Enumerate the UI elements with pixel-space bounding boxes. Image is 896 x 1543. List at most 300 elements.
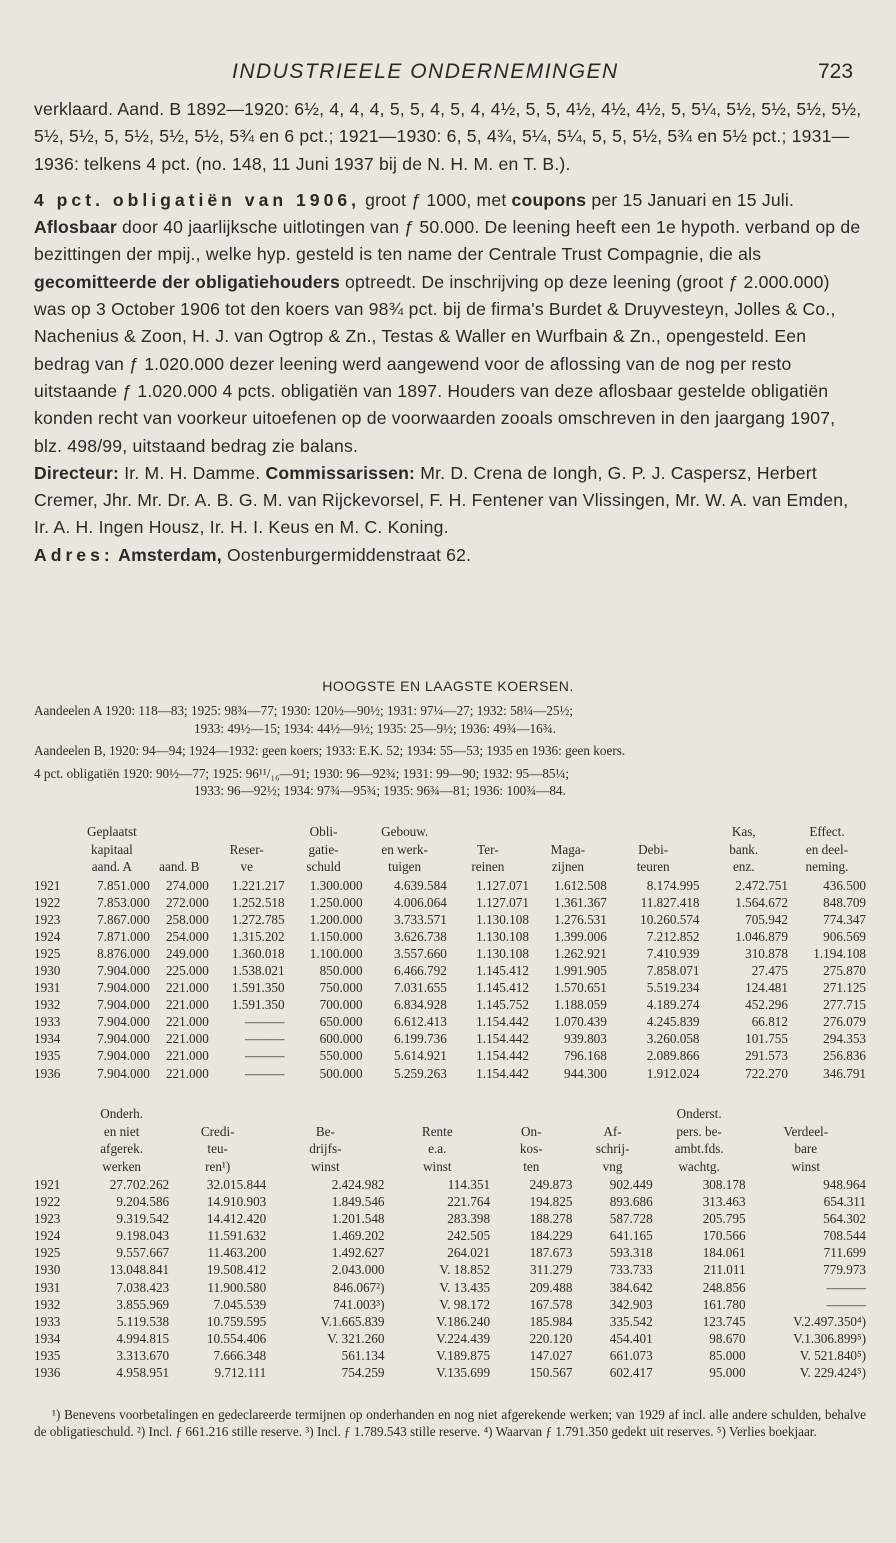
table-row: [34, 1364, 866, 1381]
value-cell: V.1.306.899⁵): [793, 1330, 866, 1346]
value-cell: 1.250.000: [309, 894, 363, 910]
column-header: [34, 1159, 74, 1177]
body-text: [34, 96, 866, 569]
column-header: teuren: [636, 859, 670, 874]
column-header: Be-: [315, 1123, 335, 1139]
table-row: [34, 911, 866, 928]
value-cell: 550.000: [319, 1048, 363, 1064]
value-cell: 5.259.263: [394, 1065, 447, 1081]
value-cell: 661.073: [609, 1347, 653, 1363]
column-header: Rente: [421, 1123, 453, 1139]
value-cell: 221.000: [165, 997, 209, 1013]
koersen-block: [34, 702, 870, 800]
value-cell: 1.591.350: [231, 980, 285, 996]
value-cell: 311.279: [530, 1262, 573, 1278]
table-row: [34, 1330, 866, 1347]
value-cell: 276.079: [823, 1014, 866, 1030]
column-header: [385, 1106, 491, 1124]
value-cell: 98.670: [709, 1330, 746, 1346]
value-cell: 4.006.064: [394, 894, 447, 910]
value-cell: 906.569: [823, 928, 866, 944]
table-row: [34, 1193, 866, 1210]
header-row: [34, 842, 866, 860]
value-cell: V. 18.852: [439, 1262, 491, 1278]
value-cell: 147.027: [529, 1347, 573, 1363]
value-cell: 10.260.574: [640, 911, 700, 927]
value-cell: 101.755: [745, 1031, 788, 1047]
table-row: [34, 1244, 866, 1261]
value-cell: 1.469.202: [331, 1228, 385, 1244]
column-header: bank.: [729, 841, 759, 857]
value-cell: 1.315.202: [231, 928, 285, 944]
running-head: [0, 60, 896, 90]
year-cell: 1933: [34, 1313, 61, 1329]
column-header: ambt.fds.: [674, 1141, 724, 1156]
column-header: [34, 824, 74, 842]
table-row: [34, 1210, 866, 1227]
value-cell: 9.204.586: [116, 1194, 170, 1210]
value-cell: 1.127.071: [476, 894, 529, 910]
value-cell: 4.189.274: [646, 997, 700, 1013]
value-cell: 3.733.571: [394, 911, 447, 927]
value-cell: 3.626.738: [394, 928, 447, 944]
balance-table-body: [34, 877, 866, 1082]
column-header: aand. B: [159, 859, 200, 874]
column-header: Obli-: [309, 824, 338, 839]
year-cell: 1923: [34, 1211, 61, 1227]
column-header: kapitaal: [91, 841, 133, 857]
column-header: [529, 824, 607, 842]
value-cell: 9.319.542: [116, 1211, 170, 1227]
value-cell: 1.100.000: [309, 945, 363, 961]
value-cell: 184.061: [702, 1245, 746, 1261]
value-cell: 242.505: [447, 1228, 491, 1244]
value-cell: 161.780: [702, 1296, 746, 1312]
column-header: gatie-: [308, 841, 339, 857]
value-cell: 1.570.651: [554, 980, 607, 996]
table-row: [34, 1261, 866, 1278]
value-cell: 221.764: [447, 1194, 491, 1210]
value-cell: 221.000: [165, 1048, 209, 1064]
value-cell: 221.000: [165, 1014, 209, 1030]
column-header: [34, 1141, 74, 1159]
value-cell: 291.573: [745, 1048, 788, 1064]
column-header: afgerek.: [100, 1141, 144, 1156]
value-cell: 6.834.928: [394, 997, 447, 1013]
value-cell: ———: [826, 1279, 866, 1295]
column-header: reinen: [471, 859, 505, 874]
value-cell: ———: [245, 1065, 285, 1081]
column-header: teu-: [207, 1141, 228, 1156]
value-cell: V. 521.840⁵): [799, 1347, 866, 1363]
value-cell: 123.745: [702, 1313, 746, 1329]
column-header: [266, 1106, 384, 1124]
results-table: [34, 1106, 866, 1381]
table-row: [34, 979, 866, 996]
value-cell: 7.904.000: [97, 997, 150, 1013]
column-header: kos-: [519, 1141, 543, 1156]
table-row: [34, 996, 866, 1013]
value-cell: 600.000: [319, 1031, 363, 1047]
value-cell: 750.000: [319, 980, 363, 996]
column-header: drijfs-: [309, 1141, 342, 1156]
value-cell: 1.130.108: [476, 945, 529, 961]
header-row: [34, 859, 866, 877]
header-row: [34, 1106, 866, 1124]
value-cell: 277.715: [823, 997, 866, 1013]
value-cell: 5.119.538: [116, 1313, 170, 1329]
value-cell: V.224.439: [436, 1330, 491, 1346]
value-cell: 14.412.420: [206, 1211, 267, 1227]
value-cell: 893.686: [609, 1194, 653, 1210]
year-cell: 1930: [34, 1262, 61, 1278]
value-cell: 1.188.059: [554, 997, 607, 1013]
column-header: [746, 1106, 866, 1124]
value-cell: 1.145.412: [476, 962, 529, 978]
column-header: [34, 1106, 74, 1124]
value-cell: 150.567: [529, 1365, 573, 1381]
value-cell: ———: [245, 1048, 285, 1064]
column-header: winst: [423, 1158, 452, 1174]
value-cell: 32.015.844: [206, 1177, 267, 1192]
column-header: [447, 824, 529, 842]
value-cell: V.186.240: [436, 1313, 491, 1329]
year-cell: 1922: [34, 1194, 61, 1210]
column-header: wachtg.: [678, 1158, 720, 1174]
value-cell: 593.318: [609, 1245, 653, 1261]
address-label: Adres:: [34, 544, 114, 565]
table-row: [34, 1347, 866, 1364]
paragraph-address: [34, 542, 866, 569]
table-row: [34, 1176, 866, 1193]
value-cell: 1.991.905: [554, 962, 607, 978]
balance-table-header: [34, 824, 866, 877]
value-cell: 271.125: [823, 980, 866, 996]
value-cell: 1.612.508: [554, 877, 607, 893]
column-header: Reser-: [229, 841, 264, 857]
value-cell: 1.538.021: [231, 962, 285, 978]
value-cell: 754.259: [341, 1365, 385, 1381]
header-row: [34, 1141, 866, 1159]
value-cell: 1.070.439: [554, 1014, 607, 1030]
table-row: [34, 945, 866, 962]
value-cell: 66.812: [751, 1014, 788, 1030]
value-cell: 6.466.792: [394, 962, 447, 978]
table-row: [34, 1047, 866, 1064]
value-cell: 7.410.939: [646, 945, 700, 961]
year-cell: 1921: [34, 1177, 61, 1192]
column-header: [572, 1106, 652, 1124]
value-cell: 220.120: [529, 1330, 573, 1346]
value-cell: 1.154.442: [476, 1014, 529, 1030]
value-cell: 1.221.217: [231, 877, 285, 893]
value-cell: 249.873: [529, 1177, 573, 1192]
value-cell: 7.904.000: [97, 1014, 150, 1030]
column-header: Maga-: [550, 841, 586, 857]
table-row: [34, 1030, 866, 1047]
column-header: Ter-: [477, 841, 499, 857]
value-cell: 850.000: [319, 962, 363, 978]
value-cell: 5.519.234: [646, 980, 700, 996]
value-cell: 8.876.000: [97, 945, 150, 961]
year-cell: 1931: [34, 1279, 61, 1295]
column-header: neming.: [805, 859, 849, 874]
director-label: Directeur:: [34, 462, 120, 483]
value-cell: 1.591.350: [231, 997, 285, 1013]
value-cell: 602.417: [609, 1365, 653, 1381]
table-row: [34, 962, 866, 979]
value-cell: V. 321.260: [327, 1330, 385, 1346]
column-header: ten: [523, 1158, 540, 1174]
value-cell: 9.712.111: [214, 1365, 267, 1381]
value-cell: 711.699: [823, 1245, 866, 1261]
year-cell: 1924: [34, 928, 61, 944]
value-cell: 846.067²): [333, 1279, 385, 1295]
value-cell: 1.272.785: [231, 911, 285, 927]
value-cell: 308.178: [702, 1177, 746, 1192]
column-header: aand. A: [91, 859, 133, 874]
column-header: Credi-: [200, 1123, 235, 1139]
value-cell: 209.488: [529, 1279, 573, 1295]
value-cell: 335.542: [609, 1313, 653, 1329]
value-cell: 313.463: [702, 1194, 746, 1210]
column-header: On-: [520, 1123, 542, 1139]
year-cell: 1925: [34, 945, 61, 961]
koersen-line: Aandeelen B, 1920: 94—94; 1924—1932: geen koers; 1933: E.K. 52; 1934: 55—53; 1935 en 1936: geen koers.: [34, 743, 626, 758]
value-cell: 11.900.580: [207, 1279, 267, 1295]
value-cell: 27.475: [751, 962, 788, 978]
value-cell: 1.200.000: [309, 911, 363, 927]
table-row: [34, 894, 866, 911]
results-table-body: [34, 1176, 866, 1381]
value-cell: 1.150.000: [309, 928, 363, 944]
value-cell: 1.399.006: [554, 928, 607, 944]
column-header: Verdeel-: [783, 1123, 829, 1139]
value-cell: 654.311: [823, 1194, 866, 1210]
value-cell: 1.300.000: [309, 877, 363, 893]
value-cell: 7.853.000: [97, 894, 150, 910]
koersen-line: 1933: 96—92½; 1934: 97¾—95¾; 1935: 96¾—81; 1936: 100¾—84.: [194, 783, 566, 798]
value-cell: 561.134: [341, 1347, 385, 1363]
koersen-line: Aandeelen A 1920: 118—83; 1925: 98¾—77; 1930: 120½—90½; 1931: 97¼—27; 1932: 58¼—25½;: [34, 703, 574, 718]
value-cell: 1.145.412: [476, 980, 529, 996]
commissioners-label: Commissarissen:: [265, 462, 416, 483]
value-cell: 221.000: [165, 1031, 209, 1047]
column-header: en werk-: [381, 841, 428, 857]
value-cell: 9.198.043: [116, 1228, 170, 1244]
value-cell: 3.855.969: [116, 1296, 170, 1312]
value-cell: 221.000: [165, 980, 209, 996]
column-header: Effect.: [809, 824, 845, 839]
value-cell: 194.825: [529, 1194, 573, 1210]
value-cell: 1.194.108: [813, 945, 866, 961]
value-cell: 346.791: [823, 1065, 866, 1081]
value-cell: 7.038.423: [116, 1279, 170, 1295]
column-header: Kas,: [731, 824, 756, 839]
year-cell: 1932: [34, 997, 61, 1013]
value-cell: 1.276.531: [554, 911, 607, 927]
value-cell: 342.903: [609, 1296, 653, 1312]
year-cell: 1924: [34, 1228, 61, 1244]
value-cell: 14.910.903: [206, 1194, 267, 1210]
value-cell: 249.000: [165, 945, 209, 961]
column-header: [34, 1124, 74, 1142]
value-cell: ———: [245, 1031, 285, 1047]
value-cell: ———: [826, 1296, 866, 1312]
column-header: [34, 859, 74, 877]
value-cell: 13.048.841: [109, 1262, 170, 1278]
value-cell: 6.612.413: [394, 1014, 447, 1030]
year-cell: 1930: [34, 962, 61, 978]
column-header: Onderh.: [100, 1106, 144, 1121]
director-name: Ir. M. H. Damme.: [119, 462, 266, 483]
column-header: [150, 824, 209, 842]
value-cell: 283.398: [447, 1211, 491, 1227]
value-cell: 211.011: [703, 1262, 746, 1278]
value-cell: 902.449: [609, 1177, 653, 1192]
year-cell: 1934: [34, 1330, 61, 1346]
year-cell: 1934: [34, 1031, 61, 1047]
value-cell: 7.904.000: [97, 1031, 150, 1047]
value-cell: 2.424.982: [331, 1177, 385, 1192]
column-header: werken: [102, 1158, 142, 1174]
column-header: Debi-: [638, 841, 669, 857]
text-span: optreedt. De inschrijving op deze leening (groot ƒ 2.000.000) was op 3 October 1906 tot den koers van 98¾ pct. bij de firma's Burdet & Druyvesteyn, Jolles & Co., Nachenius & Zoon, H. J. van Ogtrop & Zn., Testas & Waller en Wurfbain & Zn., opengesteld. Een bedrag van ƒ 1.020.000 dezer leening werd aangewend voor de aflossing van de nog per resto uitstaande ƒ 1.020.000 4 pcts. obligatiën van 1897. Houders van deze aflosbaar gestelde obligatiën konden recht van voorkeur uitoefenen op de voorwaarden zooals omschreven in den jaargang 1907, blz. 498/99, uitstaand bedrag zie balans.: [34, 271, 836, 456]
column-header: vng: [602, 1158, 623, 1174]
text-span: per 15 Januari en 15 Juli.: [586, 189, 795, 210]
value-cell: 256.836: [823, 1048, 866, 1064]
value-cell: 1.154.442: [476, 1065, 529, 1081]
year-cell: 1932: [34, 1296, 61, 1312]
table-row: [34, 877, 866, 894]
value-cell: 708.544: [823, 1228, 866, 1244]
column-header: [34, 842, 74, 860]
value-cell: 700.000: [319, 997, 363, 1013]
value-cell: 7.031.655: [394, 980, 447, 996]
column-header: [169, 1106, 266, 1124]
value-cell: 248.856: [702, 1279, 746, 1295]
value-cell: 272.000: [165, 894, 209, 910]
value-cell: 7.904.000: [97, 980, 150, 996]
value-cell: ———: [245, 1014, 285, 1030]
value-cell: 11.591.632: [207, 1228, 267, 1244]
value-cell: 500.000: [319, 1065, 363, 1081]
header-row: [34, 1159, 866, 1177]
value-cell: 221.000: [165, 1065, 209, 1081]
value-cell: 939.803: [563, 1031, 607, 1047]
column-header: bare: [794, 1141, 818, 1156]
value-cell: 10.759.595: [206, 1313, 267, 1329]
paragraph-obligations: [34, 187, 866, 460]
value-cell: 779.973: [823, 1262, 866, 1278]
value-cell: 1.127.071: [476, 877, 529, 893]
value-cell: 124.481: [745, 980, 788, 996]
value-cell: V.189.875: [436, 1347, 491, 1363]
value-cell: 7.904.000: [97, 1048, 150, 1064]
table-row: [34, 928, 866, 945]
value-cell: 454.401: [609, 1330, 653, 1346]
value-cell: 19.508.412: [206, 1262, 267, 1278]
paragraph-dividends: verklaard. Aand. B 1892—1920: 6½, 4, 4, 4, 5, 5, 4, 5, 4, 4½, 5, 5, 4½, 4½, 4½, 5, 5¼, 5½, 5½, 5½, 5½, 5½, 5½, 5, 5½, 5½, 5½, 5¾ en 6 pct.; 1921—1930: 6, 5, 4¾, 5¼, 5¼, 5, 5, 5½, 5¾ en 5½ pct.; 1931—1936: telkens 4 pct. (no. 148, 11 Juni 1937 bij de N. H. M. en T. B.).: [34, 99, 862, 174]
year-cell: 1921: [34, 877, 61, 893]
value-cell: 7.851.000: [97, 877, 150, 893]
value-cell: 188.278: [529, 1211, 573, 1227]
value-cell: 848.709: [823, 894, 866, 910]
column-header: en niet: [103, 1123, 140, 1139]
commissioners-names: Mr. D. Crena de Iongh, G. P. J. Caspersz, Herbert Cremer, Jhr. Mr. Dr. A. B. G. M. van Rijckevorsel, F. H. Fentener van Vlissingen, Mr. W. A. van Emden, Ir. A. H. Ingen Housz, Ir. H. I. Keus en M. C. Koning.: [34, 462, 849, 538]
value-cell: 2.472.751: [735, 877, 788, 893]
column-header: zijnen: [551, 859, 584, 874]
footnote-text: ¹) Benevens voorbetalingen en gedeclareerde termijnen op onderhanden en nog niet afgerekende werken; van 1929 af incl. alle andere schulden, behalve de obligatieschuld. ²) Incl. ƒ 661.216 stille reserve. ³) Incl. ƒ 1.789.543 stille reserve. ⁴) Waarvan ƒ 1.791.350 gedekt uit reserves. ⁵) Verlies boekjaar.: [34, 1407, 866, 1439]
text-span: door 40 jaarlijksche uitlotingen van ƒ 50.000. De leening heeft een 1e hypoth. verband op de bezittingen der mpij., welke hyp. gesteld is ten name der Centrale Trust Compagnie, die als: [34, 217, 861, 265]
value-cell: 11.463.200: [207, 1245, 267, 1261]
column-header: Af-: [603, 1123, 622, 1139]
value-cell: 1.130.108: [476, 928, 529, 944]
column-header: en deel-: [805, 841, 849, 857]
column-header: ren¹): [205, 1158, 231, 1174]
koersen-heading: HOOGSTE EN LAAGSTE KOERSEN.: [322, 678, 574, 694]
value-cell: V. 229.424⁵): [799, 1365, 866, 1381]
year-cell: 1923: [34, 911, 61, 927]
value-cell: 7.045.539: [213, 1296, 267, 1312]
value-cell: 3.260.058: [646, 1031, 700, 1047]
koersen-line: 4 pct. obligatiën 1920: 90½—77; 1925: 96¹¹/₁₆—91; 1930: 96—92¾; 1931: 99—90; 1932: 95—85¼;: [34, 765, 570, 781]
value-cell: 9.557.667: [116, 1245, 170, 1261]
year-cell: 1933: [34, 1014, 61, 1030]
value-cell: 4.639.584: [394, 877, 447, 893]
table-row: [34, 1313, 866, 1330]
column-header: pers. be-: [676, 1123, 722, 1139]
value-cell: 384.642: [609, 1279, 653, 1295]
column-header: Gebouw.: [381, 824, 429, 839]
value-cell: 4.994.815: [116, 1330, 170, 1346]
value-cell: 722.270: [745, 1065, 788, 1081]
value-cell: 7.858.071: [646, 962, 700, 978]
value-cell: 1.130.108: [476, 911, 529, 927]
text-span: groot ƒ 1000, met: [360, 189, 512, 210]
value-cell: 95.000: [709, 1365, 746, 1381]
value-cell: 225.000: [165, 962, 209, 978]
value-cell: 264.021: [447, 1245, 491, 1261]
balance-table: [34, 824, 866, 1082]
value-cell: 1.145.752: [476, 997, 529, 1013]
paragraph-management: [34, 460, 866, 542]
value-cell: 10.554.406: [206, 1330, 267, 1346]
year-cell: 1935: [34, 1347, 61, 1363]
column-header: Onderst.: [676, 1106, 722, 1121]
address-city: Amsterdam,: [113, 544, 222, 565]
year-cell: 1935: [34, 1048, 61, 1064]
value-cell: 1.849.546: [331, 1194, 385, 1210]
value-cell: 948.964: [823, 1177, 866, 1192]
coupons-term: coupons: [511, 189, 587, 210]
value-cell: 85.000: [709, 1347, 746, 1363]
value-cell: 1.252.518: [231, 894, 285, 910]
value-cell: 310.878: [745, 945, 788, 961]
value-cell: 741.003³): [333, 1296, 385, 1312]
year-cell: 1936: [34, 1365, 61, 1381]
table-row: [34, 1227, 866, 1244]
value-cell: 1.262.921: [554, 945, 607, 961]
value-cell: 254.000: [165, 928, 209, 944]
column-header: e.a.: [428, 1141, 447, 1156]
column-header: [607, 824, 700, 842]
value-cell: 5.614.921: [394, 1048, 447, 1064]
value-cell: 944.300: [563, 1065, 607, 1081]
gecomitteerde-term: gecomitteerde der obligatiehouders: [34, 271, 340, 292]
results-table-header: [34, 1106, 866, 1176]
footnotes: [34, 1407, 866, 1440]
